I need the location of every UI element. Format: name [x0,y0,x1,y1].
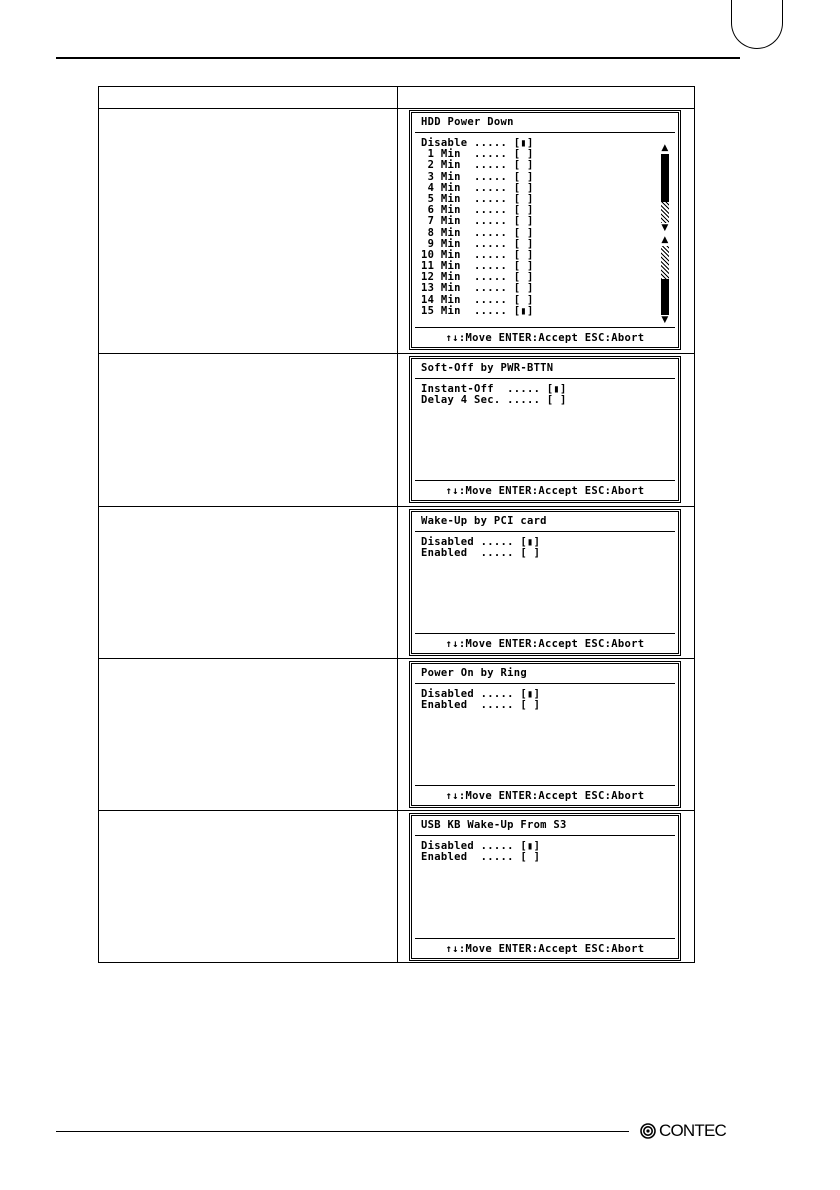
header-rule [56,57,740,59]
panel-title: Wake-Up by PCI card [421,515,547,527]
option-item[interactable]: 8 Min ..... [ ] [421,226,534,239]
option-item[interactable]: Disabled ..... [▮] [421,840,541,852]
option-item[interactable]: Disabled ..... [▮] [421,688,541,700]
panel-footer: ↑↓:Move ENTER:Accept ESC:Abort [445,943,645,955]
title-separator [415,683,675,684]
option-list [421,841,540,863]
option-item[interactable]: 3 Min ..... [ ] [421,170,534,183]
contec-logo-text: CONTEC [659,1121,726,1140]
option-item[interactable]: 6 Min ..... [ ] [421,204,534,217]
contec-logo-icon [640,1123,656,1139]
title-separator [415,531,675,532]
down-arrow-icon[interactable]: ▼ [661,223,669,233]
wake-up-pci-panel [409,509,681,656]
row-divider [99,506,694,507]
footer-rule [56,1131,629,1132]
title-separator [415,378,675,379]
option-item[interactable]: 11 Min ..... [ ] [421,260,534,273]
scrollbar-track[interactable] [661,246,669,279]
option-item[interactable]: 2 Min ..... [ ] [421,159,534,172]
footer-separator [415,327,675,328]
panel-footer: ↑↓:Move ENTER:Accept ESC:Abort [445,790,645,802]
footer-separator [415,938,675,939]
hdd-power-down-panel [409,110,681,350]
panel-footer: ↑↓:Move ENTER:Accept ESC:Abort [445,332,645,344]
option-item[interactable]: Enabled ..... [ ] [421,851,541,864]
scrollbar-upper[interactable] [661,143,669,233]
row-divider [99,810,694,811]
option-list [421,384,567,406]
footer-separator [415,480,675,481]
option-item[interactable]: Disabled ..... [▮] [421,536,541,548]
option-item[interactable]: Instant-Off ..... [▮] [421,383,567,395]
footer-separator [415,633,675,634]
soft-off-panel [409,356,681,503]
option-item[interactable]: 10 Min ..... [ ] [421,248,534,261]
option-item[interactable]: 15 Min ..... [▮] [421,304,534,317]
option-item[interactable]: 5 Min ..... [ ] [421,192,534,205]
option-list [421,537,540,559]
panel-footer: ↑↓:Move ENTER:Accept ESC:Abort [445,485,645,497]
option-item[interactable]: 9 Min ..... [ ] [421,237,534,250]
option-list [421,689,540,711]
chapter-tab [731,0,783,49]
option-item[interactable]: 1 Min ..... [ ] [421,148,534,161]
option-item[interactable]: 4 Min ..... [ ] [421,181,534,194]
scrollbar-thumb[interactable] [661,279,669,315]
row-divider [99,353,694,354]
option-item[interactable]: 7 Min ..... [ ] [421,215,534,228]
option-item[interactable]: 13 Min ..... [ ] [421,282,534,295]
panel-title: Soft-Off by PWR-BTTN [421,362,554,374]
title-separator [415,835,675,836]
panel-title: USB KB Wake-Up From S3 [421,819,567,831]
scrollbar-track[interactable] [661,202,669,223]
usb-kb-wake-up-panel [409,813,681,961]
column-divider [397,87,398,962]
option-item[interactable]: Enabled ..... [ ] [421,699,541,712]
option-item[interactable]: 12 Min ..... [ ] [421,271,534,284]
power-on-ring-panel [409,661,681,808]
title-separator [415,132,675,133]
row-divider [99,658,694,659]
up-arrow-icon[interactable]: ▲ [661,235,669,245]
scrollbar-lower[interactable] [661,235,669,325]
option-item[interactable]: Delay 4 Sec. ..... [ ] [421,394,567,407]
down-arrow-icon[interactable]: ▼ [661,315,669,325]
panel-footer: ↑↓:Move ENTER:Accept ESC:Abort [445,638,645,650]
scrollbar-thumb[interactable] [661,154,669,202]
footer-separator [415,785,675,786]
panel-title: HDD Power Down [421,116,514,128]
option-list [421,138,534,317]
header-row-divider [99,108,694,109]
up-arrow-icon[interactable]: ▲ [661,143,669,153]
option-item[interactable]: Enabled ..... [ ] [421,547,541,560]
contec-logo [640,1120,726,1142]
panel-title: Power On by Ring [421,667,527,679]
option-item[interactable]: 14 Min ..... [ ] [421,293,534,306]
option-item[interactable]: Disable ..... [▮] [421,137,534,149]
